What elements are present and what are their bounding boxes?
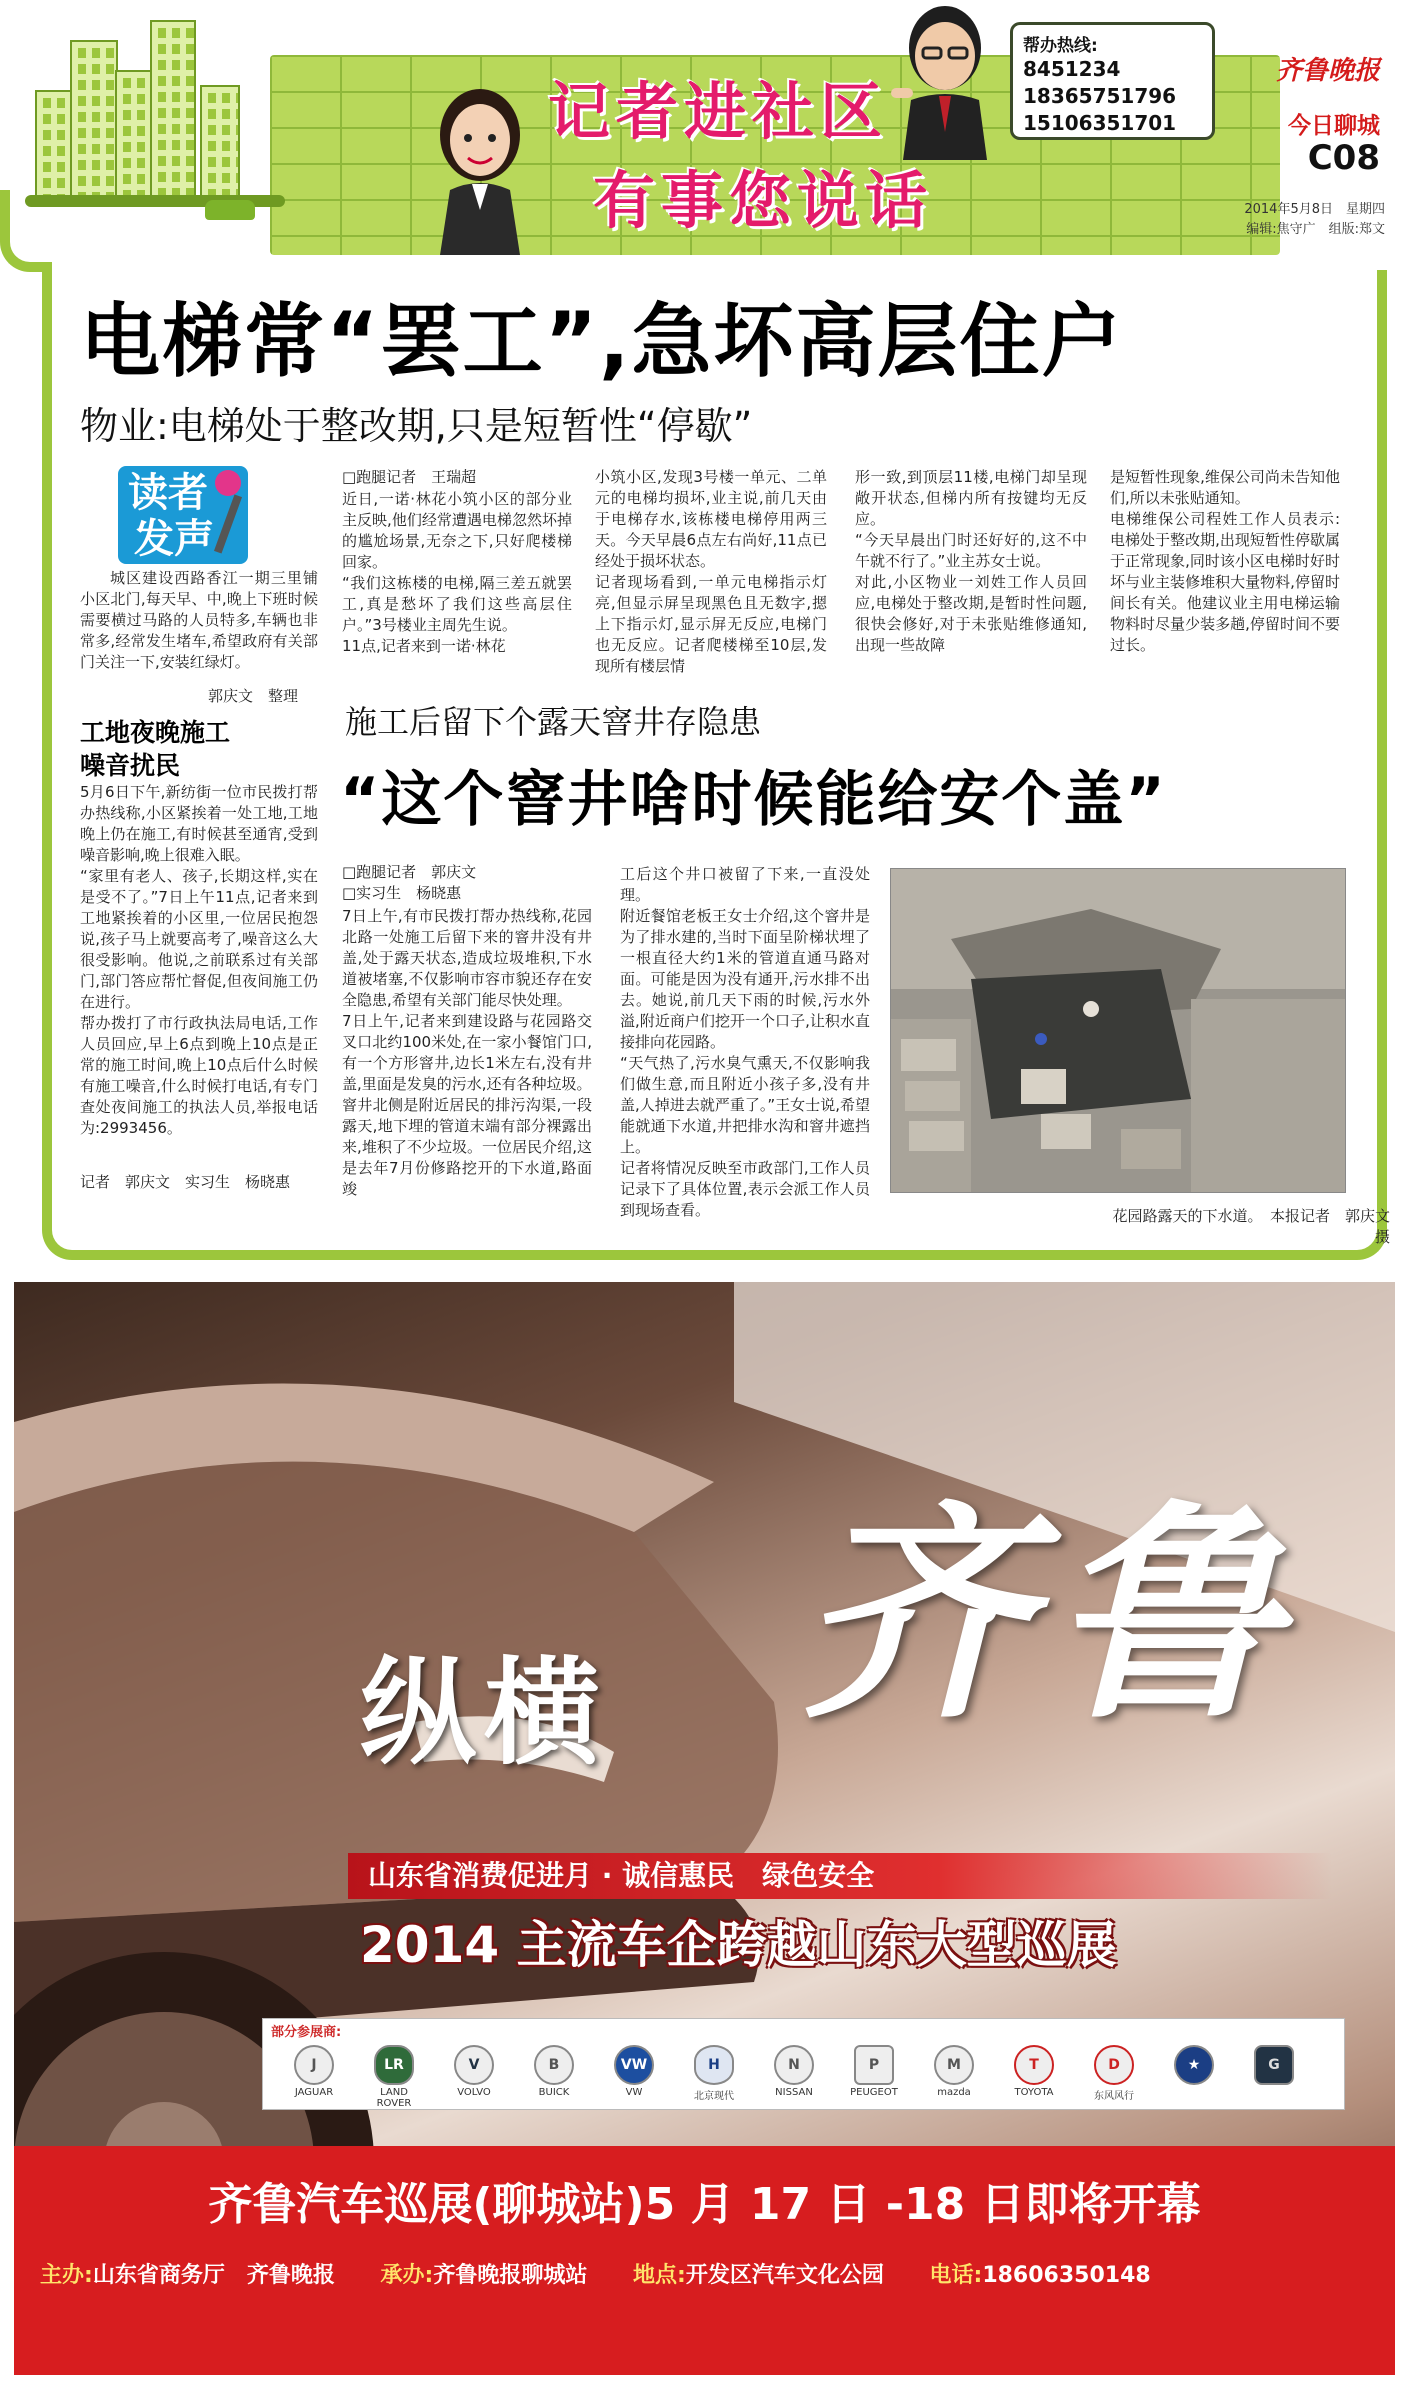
frame-corner [0, 190, 52, 272]
issue-date: 2014年5月8日 星期四 [1244, 202, 1385, 217]
second-column-2: 工后这个井口被留了下来,一直没处理。 附近餐馆老板王女士介绍,这个窨井是为了排水建的,当时下面呈阶梯状埋了一根直径大约1米的管道直通马路对面。可能是因为没有通开,污水排不出去。她说,前几天下雨的时候,污水外溢,附近商户们挖开一个口子,让积水直接排向花园路。 “天气热了,污水臭气熏天,不仅影响我们做生意,而且附近小孩子多,没有井盖,人掉进去就严重了。”王女士说,希望能就通下水道,井把排水沟和窨井遮挡上。 记者将情况反映至市政部门,工作人员记录下了具体位置,表示会派工作人员到现场查看。 [620, 865, 870, 1219]
column-title [548, 62, 933, 240]
main-column-2: 小筑小区,发现3号楼一单元、二单元的电梯均损坏,业主说,前几天由于电梯存水,该栋楼电梯停用两三天。今天早晨6点左右尚好,11点已经处于损坏状态。 记者现场看到,一单元电梯指示灯亮,但显示屏呈现黑色且无数字,摁上下指示灯,显示屏无反应,电梯门也无反应。记者爬楼梯至10层,发现所有楼层情 [595, 468, 827, 675]
venue-value: 开发区汽车文化公园 [685, 2263, 884, 2288]
buick-icon: B [534, 2045, 574, 2085]
brand-logo: LR LAND ROVER [363, 2045, 425, 2109]
editor-credits: 编辑:焦守广 组版:郑文 [1246, 222, 1385, 237]
manhole-photo [890, 868, 1346, 1193]
microphone-icon [215, 470, 241, 496]
brand-logo: B BUICK [523, 2045, 585, 2098]
brand-logo [1243, 2045, 1305, 2087]
second-headline: “这个窨井啥时候能给安个盖” [340, 765, 1167, 835]
ad-title: 纵横 [360, 1646, 608, 1781]
nissan-icon: N [774, 2045, 814, 2085]
ad-headline: 2014 主流车企跨越山东大型巡展 [360, 1916, 1117, 1974]
building-illustration [200, 85, 240, 200]
main-column-3: 形一致,到顶层11楼,电梯门却呈现敞开状态,但梯内所有按键均无反应。 “今天早晨出门时还好好的,这不中午就不行了。”业主苏女士说。 对此,小区物业一刘姓工作人员回应,电梯处于整改期,是暂时性问题,很快会修好,对于未张贴维修通知,出现一些故障 [855, 468, 1087, 654]
side-story-title: 工地夜晚施工 噪音扰民 [80, 718, 231, 780]
organizer-value: 齐鲁晚报聊城站 [433, 2263, 588, 2288]
side-story-credit: 记者 郭庆文 实习生 杨晓惠 [80, 1173, 291, 1191]
venue-label: 地点: [633, 2263, 686, 2288]
car-icon [205, 200, 255, 220]
main-byline: □跑腿记者 王瑞超 [342, 468, 477, 486]
volvo-icon: V [454, 2045, 494, 2085]
brand-logo: D 东风风行 [1083, 2045, 1145, 2102]
exhibitor-logos [262, 2018, 1345, 2110]
section-name: 今日聊城 [1288, 113, 1380, 139]
toyota-icon: T [1014, 2045, 1054, 2085]
side-story-body: 5月6日下午,新纺街一位市民拨打帮办热线称,小区紧挨着一处工地,工地晚上仍在施工,有时候甚至通宵,受到噪音影响,晚上很难入眠。 “家里有老人、孩子,长期这样,实在是受不了。”7日上午11点,记者来到工地紧挨着的小区里,一位居民抱怨说,孩子马上就要高考了,噪音这么大很受影响。他说,之前联系过有关部门,部门答应帮忙督促,但夜间施工仍在进行。 帮办拨打了市行政执法局电话,工作人员回应,早上6点到晚上10点是正常的施工时间,晚上10点后什么时候有施工噪音,什么时候打电话,有专门查处夜间施工的执法人员,举报电话为:2993456。 [80, 783, 318, 1137]
hyundai-icon: H [694, 2045, 734, 2085]
brand-logo: J JAGUAR [283, 2045, 345, 2098]
phone-value: 18606350148 [982, 2263, 1151, 2288]
ad-banner: 山东省消费促进月 · 诚信惠民 绿色安全 [348, 1853, 1332, 1899]
brand-logo: P PEUGEOT [843, 2045, 905, 2098]
brand-logo: V VOLVO [443, 2045, 505, 2098]
main-column-4: 是短暂性现象,维保公司尚未告知他们,所以未张贴通知。 电梯维保公司程姓工作人员表示:电梯处于整改期,出现短暂性停歇属于正常现象,同时该小区电梯时好时坏与业主装修堆积大量物料,停留时间长有关。他建议业主用电梯运输物料时尽量少装多趟,停留时间不要过长。 [1110, 468, 1340, 654]
ad-info-line [40, 2258, 1380, 2289]
hotline-number: 15106351701 [1023, 111, 1177, 135]
main-column-1: 近日,一诺·林花小筑小区的部分业主反映,他们经常遭遇电梯忽然坏掉的尴尬场景,无奈之下,只好爬楼梯回家。 “我们这栋楼的电梯,隔三差五就罢工,真是愁坏了我们这些高层住户。”3号楼业主周先生说。 11点,记者来到一诺·林花 [342, 490, 572, 655]
host-label: 主办: [40, 2263, 93, 2288]
brand-logo [1163, 2045, 1225, 2087]
column-title-line2: 有事您说话 [593, 164, 934, 237]
geely-icon: G [1254, 2045, 1294, 2085]
reader-voice-credit: 郭庆文 整理 [207, 687, 298, 705]
building-illustration [150, 20, 196, 200]
peugeot-icon: P [854, 2045, 894, 2085]
badge-line2: 发声 [134, 516, 214, 562]
second-byline-intern: □实习生 杨晓惠 [342, 884, 462, 902]
brand-logo: T TOYOTA [1003, 2045, 1065, 2098]
hotline-title: 帮办热线: [1023, 36, 1098, 56]
second-subhead: 施工后留下个露天窨井存隐患 [345, 703, 762, 741]
reporter-male-cartoon [885, 0, 1005, 160]
brand-logo: N NISSAN [763, 2045, 825, 2098]
ad-event-line: 齐鲁汽车巡展(聊城站)5 月 17 日 -18 日即将开幕 [208, 2179, 1201, 2230]
reporter-female-cartoon [420, 80, 540, 255]
main-headline: 电梯常“罢工”,急坏高层住户 [80, 295, 1124, 388]
newspaper-logo: 齐鲁晚报 [1275, 56, 1380, 86]
ad-title-script: 齐鲁 [800, 1480, 1300, 1750]
jaguar-icon: J [294, 2045, 334, 2085]
brand-logo: M mazda [923, 2045, 985, 2098]
building-illustration [70, 40, 118, 200]
exhibitor-label: 部分参展商: [271, 2025, 342, 2040]
reader-voice-intro: 城区建设西路香江一期三里铺小区北门,每天早、中,晚上下班时候需要横过马路的人员特多,车辆也非常多,经常发生堵车,希望政府有关部门关注一下,安装红绿灯。 [80, 569, 318, 671]
page-header [0, 0, 1409, 290]
brand-logo: H 北京现代 [683, 2045, 745, 2102]
host-value: 山东省商务厅 齐鲁晚报 [92, 2263, 335, 2288]
hotline-box [1010, 22, 1215, 140]
second-column-1: 7日上午,有市民拨打帮办热线称,花园北路一处施工后留下来的窨井没有井盖,处于露天状态,造成垃圾堆积,下水道被堵塞,不仅影响市容市貌还存在安全隐患,希望有关部门能尽快处理。 7日上午,记者来到建设路与花园路交叉口北约100米处,在一家小餐馆门口,有一个方形窨井,边长1米左右,没有井盖,里面是发臭的污水,还有各种垃圾。 窨井北侧是附近居民的排污沟渠,一段露天,地下埋的管道末端有部分裸露出来,堆积了不少垃圾。一位居民介绍,这是去年7月份修路挖开的下水道,路面竣 [342, 907, 592, 1198]
building-illustration [115, 70, 155, 200]
main-subhead: 物业:电梯处于整改期,只是短暂性“停歇” [80, 404, 753, 448]
page-number: C08 [1307, 138, 1380, 178]
phone-label: 电话: [929, 2263, 983, 2288]
second-byline-reporter: □跑腿记者 郭庆文 [342, 863, 477, 881]
building-illustration [35, 90, 75, 200]
badge-line1: 读者 [128, 470, 208, 516]
column-title-line1: 记者进社区 [548, 75, 889, 148]
brand-logo: VW VW [603, 2045, 665, 2098]
dongfeng-icon: D [1094, 2045, 1134, 2085]
star-brand-icon: ★ [1174, 2045, 1214, 2085]
land-rover-icon: LR [374, 2045, 414, 2085]
volkswagen-icon: VW [614, 2045, 654, 2085]
hotline-number: 8451234 [1023, 57, 1121, 81]
hotline-number: 18365751796 [1023, 84, 1177, 108]
mazda-icon: M [934, 2045, 974, 2085]
organizer-label: 承办: [380, 2263, 434, 2288]
photo-caption: 花园路露天的下水道。 本报记者 郭庆文 摄 [1112, 1207, 1406, 1246]
